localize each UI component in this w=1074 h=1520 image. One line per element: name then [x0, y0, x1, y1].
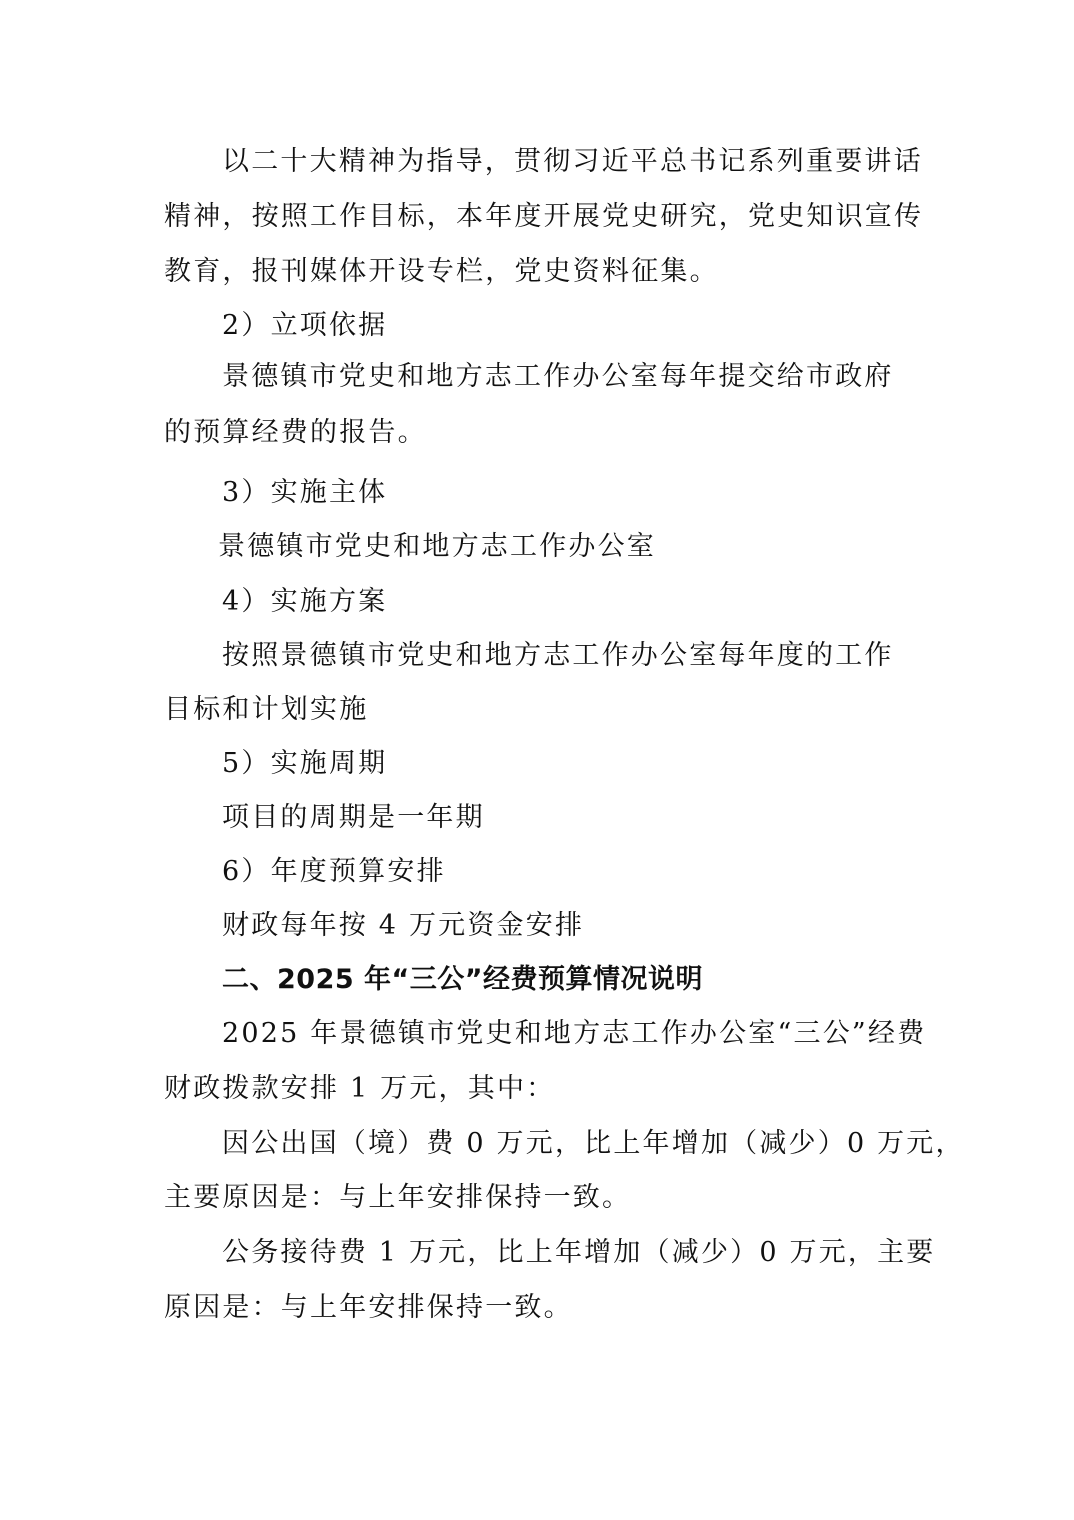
paragraph-line: 主要原因是：与上年安排保持一致。	[164, 1182, 632, 1213]
section-label: 5）实施周期	[222, 748, 388, 779]
paragraph-line: 的预算经费的报告。	[164, 417, 427, 448]
section-label: 3）实施主体	[222, 477, 388, 508]
paragraph-line: 2025 年景德镇市党史和地方志工作办公室“三公”经费	[222, 1018, 927, 1049]
paragraph-line: 精神，按照工作目标，本年度开展党史研究，党史知识宣传	[164, 201, 924, 232]
section-label: 6）年度预算安排	[222, 856, 446, 887]
section-label: 2）立项依据	[222, 310, 388, 341]
paragraph-line: 公务接待费 1 万元，比上年增加（减少）0 万元，主要	[222, 1237, 936, 1268]
paragraph-line: 目标和计划实施	[164, 694, 369, 725]
paragraph-line: 原因是：与上年安排保持一致。	[164, 1292, 573, 1323]
paragraph-line: 项目的周期是一年期	[222, 802, 485, 833]
paragraph-line: 财政每年按 4 万元资金安排	[222, 910, 585, 941]
paragraph-line: 按照景德镇市党史和地方志工作办公室每年度的工作	[222, 640, 894, 671]
paragraph-line: 景德镇市党史和地方志工作办公室每年提交给市政府	[222, 361, 894, 392]
section-heading: 二、2025 年“三公”经费预算情况说明	[222, 964, 704, 995]
paragraph-line: 因公出国（境）费 0 万元，比上年增加（减少）0 万元，	[222, 1128, 965, 1159]
paragraph-line: 以二十大精神为指导，贯彻习近平总书记系列重要讲话	[222, 146, 923, 177]
section-label: 4）实施方案	[222, 586, 388, 617]
paragraph-line: 景德镇市党史和地方志工作办公室	[218, 531, 656, 562]
paragraph-line: 财政拨款安排 1 万元，其中：	[164, 1073, 556, 1104]
paragraph-line: 教育，报刊媒体开设专栏，党史资料征集。	[164, 256, 719, 287]
